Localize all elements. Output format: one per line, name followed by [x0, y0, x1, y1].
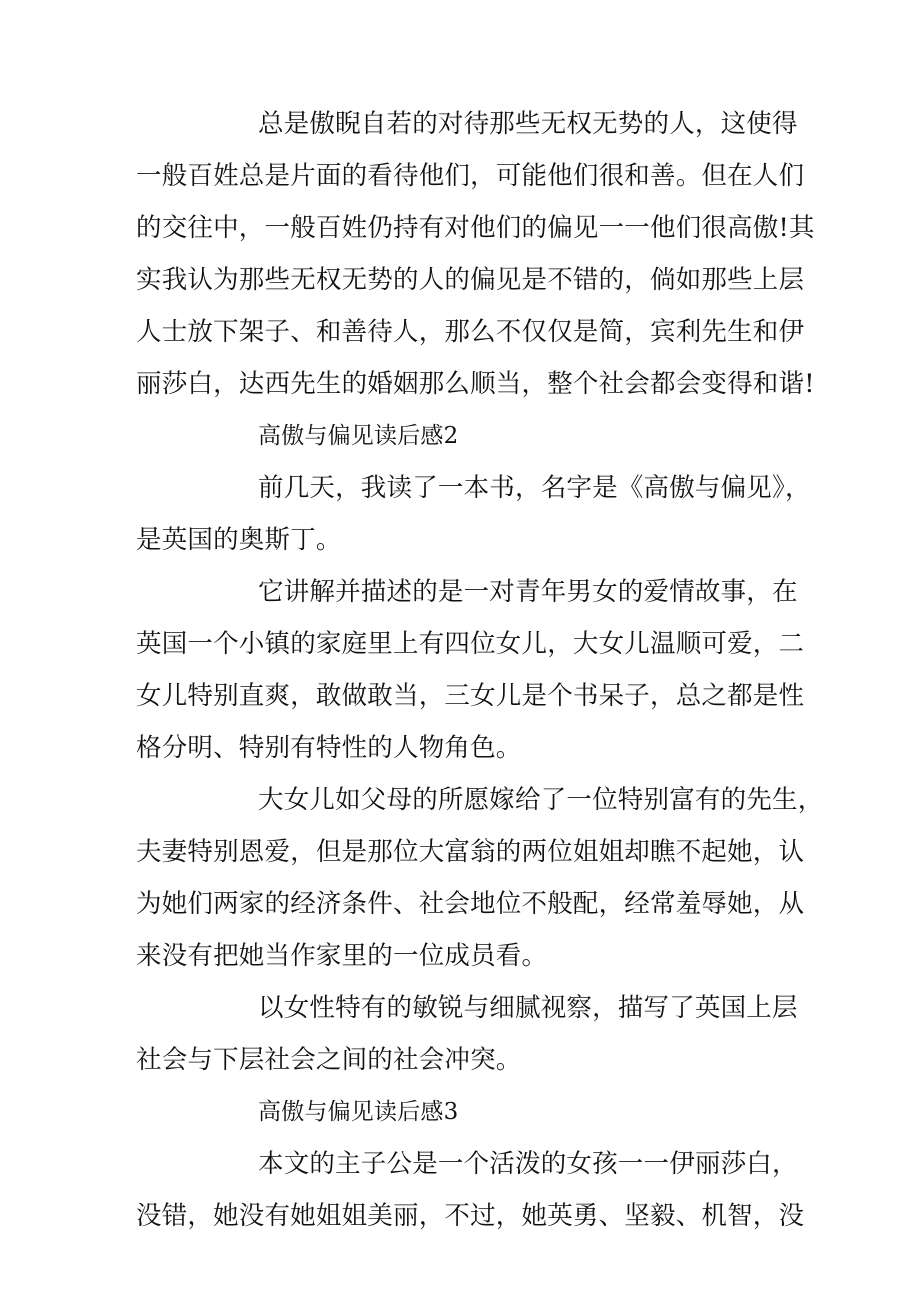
text-line: 丽莎白，达西先生的婚姻那么顺当，整个社会都会变得和谐! [136, 369, 815, 399]
text-line: 是英国的奥斯丁。 [136, 525, 342, 555]
section-heading-2: 高傲与偏见读后感2 [258, 423, 459, 449]
text-line: 前几天，我读了一本书，名字是《高傲与偏见》， [258, 473, 811, 503]
text-line: 格分明、特别有特性的人物角色。 [136, 733, 522, 763]
text-line: 大女儿如父母的所愿嫁给了一位特别富有的先生， [258, 785, 824, 815]
text-line: 来没有把她当作家里的一位成员看。 [136, 941, 548, 971]
text-line: 实我认为那些无权无势的人的偏见是不错的，倘如那些上层 [136, 265, 805, 295]
text-line: 本文的主子公是一个活泼的女孩一一伊丽莎白， [258, 1149, 798, 1179]
text-line: 它讲解并描述的是一对青年男女的爱情故事，在 [258, 577, 798, 607]
text-line: 英国一个小镇的家庭里上有四位女儿，大女儿温顺可爱，二 [136, 629, 805, 659]
text-line: 以女性特有的敏锐与细腻视察，描写了英国上层 [258, 993, 798, 1023]
text-line: 总是傲睨自若的对待那些无权无势的人，这使得 [258, 109, 798, 139]
text-line: 女儿特别直爽，敢做敢当，三女儿是个书呆子，总之都是性 [136, 681, 805, 711]
text-line: 一般百姓总是片面的看待他们，可能他们很和善。但在人们 [136, 161, 805, 191]
text-line: 的交往中，一般百姓仍持有对他们的偏见一一他们很高傲!其 [136, 213, 815, 243]
document-body [136, 98, 824, 1242]
text-line: 为她们两家的经济条件、社会地位不般配，经常羞辱她，从 [136, 889, 805, 919]
text-line: 没错，她没有她姐姐美丽，不过，她英勇、坚毅、机智，没 [136, 1201, 805, 1231]
text-line: 人士放下架子、和善待人，那么不仅仅是简，宾利先生和伊 [136, 317, 805, 347]
text-line: 社会与下层社会之间的社会冲突。 [136, 1045, 522, 1075]
section-heading-3: 高傲与偏见读后感3 [258, 1099, 459, 1125]
text-line: 夫妻特别恩爱，但是那位大富翁的两位姐姐却瞧不起她，认 [136, 837, 805, 867]
